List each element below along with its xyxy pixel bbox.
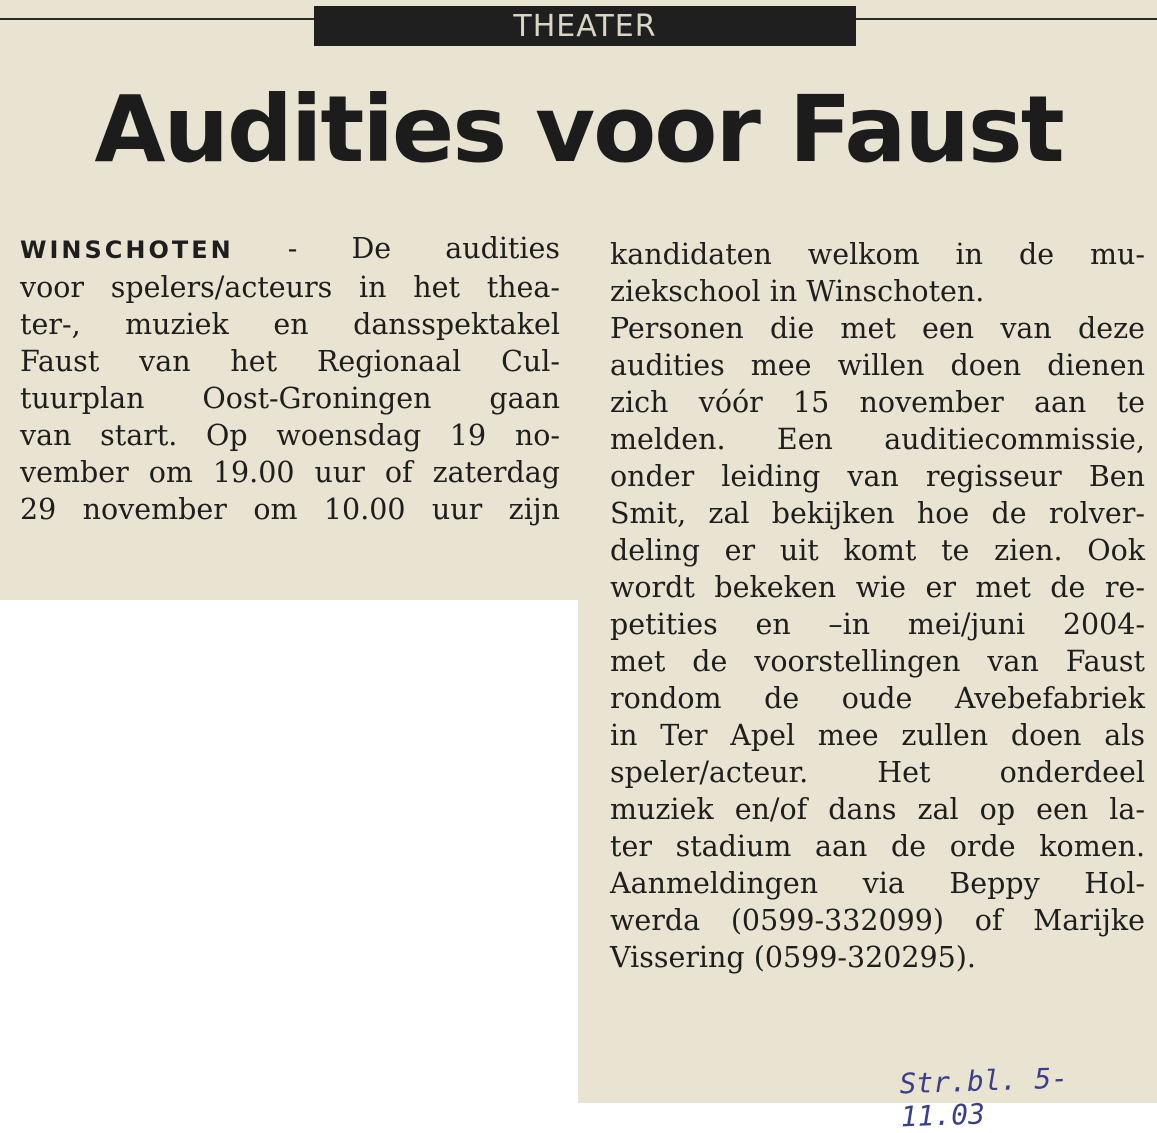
column-2-line: onder leiding van regisseur Ben	[610, 460, 1145, 493]
column-2-line: audities mee willen doen dienen	[610, 349, 1145, 382]
column-2-line: kandidaten welkom in de mu-	[610, 238, 1145, 271]
column-2-line: met de voorstellingen van Faust	[610, 645, 1145, 678]
column-2-line: ziekschool in Winschoten.	[610, 275, 985, 308]
column-2-line: muziek en/of dans zal op een la-	[610, 793, 1145, 826]
column-1-line	[20, 230, 560, 269]
column-1-line-text: - De audities	[233, 232, 560, 265]
handwritten-annotation: Str.bl. 5-11.03	[898, 1061, 1069, 1133]
column-2-line: zich vóór 15 november aan te	[610, 386, 1145, 419]
column-2-line: werda (0599-332099) of Marijke	[610, 904, 1145, 937]
column-2-line: Personen die met een van deze	[610, 312, 1145, 345]
article-column-1	[20, 230, 560, 528]
column-2-line: ter stadium aan de orde komen.	[610, 830, 1145, 863]
column-2-line: wordt bekeken wie er met de re-	[610, 571, 1145, 604]
dateline: WINSCHOTEN	[20, 236, 234, 264]
column-2-line: speler/acteur. Het onderdeel	[610, 756, 1145, 789]
column-2-line: Aanmeldingen via Beppy Hol-	[610, 867, 1145, 900]
column-2-line: Vissering (0599-320295).	[610, 941, 976, 974]
column-2-line: petities en –in mei/juni 2004-	[610, 608, 1145, 641]
column-1-line: Faust van het Regionaal Cul-	[20, 345, 560, 378]
column-2-line: melden. Een auditiecommissie,	[610, 423, 1145, 456]
column-1-line: vember om 19.00 uur of zaterdag	[20, 456, 560, 489]
column-1-line: van start. Op woensdag 19 no-	[20, 419, 560, 452]
column-2-line: in Ter Apel mee zullen doen als	[610, 719, 1145, 752]
section-header	[314, 6, 856, 46]
column-1-line: ter-, muziek en dansspektakel	[20, 308, 560, 341]
column-2-line: rondom de oude Avebefabriek	[610, 682, 1145, 715]
headline: Audities voor Faust	[94, 76, 1063, 183]
column-1-line: 29 november om 10.00 uur zijn	[20, 493, 560, 526]
column-1-line: voor spelers/acteurs in het thea-	[20, 271, 560, 304]
article-column-2	[610, 236, 1145, 976]
section-label: THEATER	[513, 8, 657, 44]
column-2-line: deling er uit komt te zien. Ook	[610, 534, 1145, 567]
column-2-line: Smit, zal bekijken hoe de rolver-	[610, 497, 1145, 530]
column-1-line: tuurplan Oost-Groningen gaan	[20, 382, 560, 415]
